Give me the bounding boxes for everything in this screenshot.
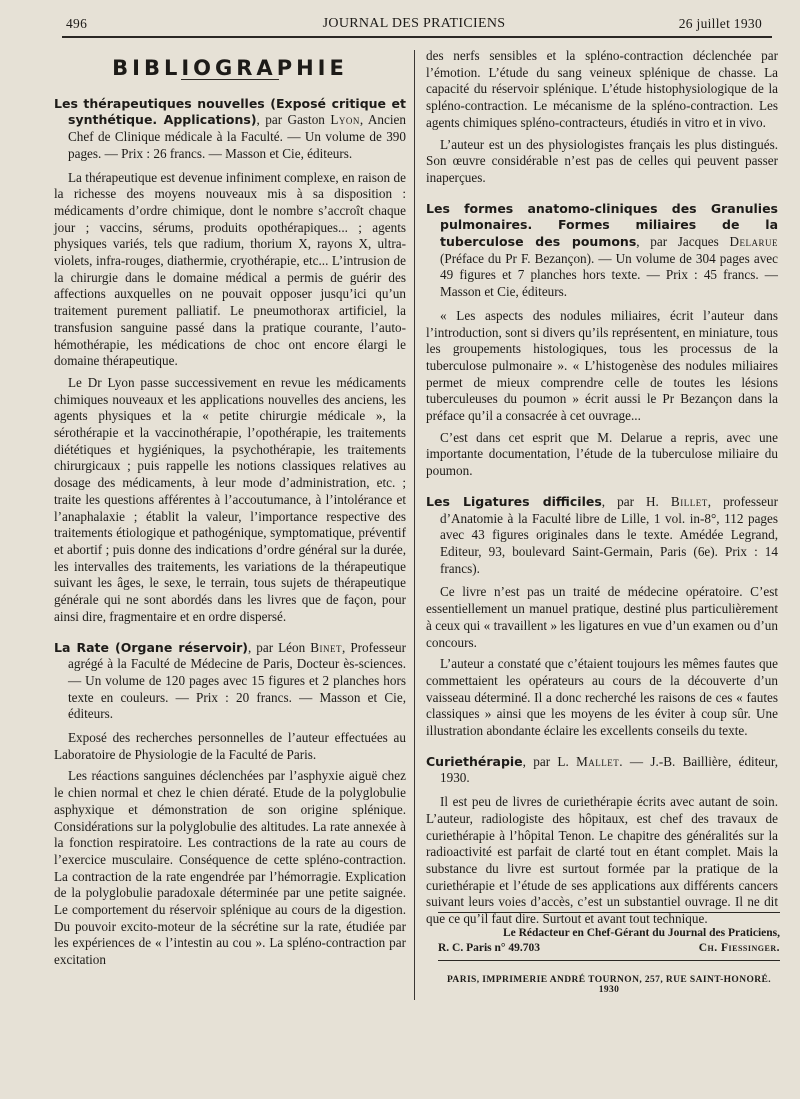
review-paragraph: C’est dans cet esprit que M. Delarue a repris, avec une importante documentation, l’étude de la tuberculose miliaire du poumon. <box>426 429 778 479</box>
column-divider <box>414 50 415 1000</box>
heading-text: , par Jacques <box>636 234 730 250</box>
review-paragraph: Les réactions sanguines déclenchées par l’asphyxie aiguë chez le chien normal et chez le chien dératé. Etude de la polyglobulie asphyxique et démonstration de son origine splénique. Considérations sur la polyglobulie des altitudes. La rate annexée à la fonction respiratoire. Les contractions de la rate au cours de l’exercice musculaire. Conséquence de cette spléno-contraction. La contraction de la rate engendrée par l’hémorragie. Explication de la polyglobulie paradoxale déterminée par une petite saignée. Le comportement du réservoir splénique au cours de la digestion. Du pouvoir excito-moteur de la sécrétine sur la rate, étudiée par les expériences de « l’intestin au cou ». La spléno-contraction par excitation <box>54 768 406 968</box>
book-title: Les Ligatures difficiles <box>426 493 602 509</box>
review-heading-ligatures <box>426 494 778 578</box>
footer-rule <box>438 960 780 961</box>
printer-imprint: PARIS, IMPRIMERIE ANDRÉ TOURNON, 257, RUE SAINT-HONORÉ. 1930 <box>446 975 772 995</box>
page-footer <box>438 912 780 995</box>
registry-number: R. C. Paris n° 49.703 <box>438 942 541 954</box>
page-number: 496 <box>66 16 88 31</box>
review-heading-therapeutiques <box>54 96 406 163</box>
book-title: Curiethérapie <box>426 753 523 769</box>
review-paragraph: Exposé des recherches personnelles de l’auteur effectuées au Laboratoire de Physiologie de la Faculté de Paris. <box>54 730 406 762</box>
editor-line: Le Rédacteur en Chef-Gérant du Journal des Praticiens, <box>502 927 780 939</box>
heading-text: (Préface du Pr F. Bezançon). — Un volume de 304 pages avec 49 figures et 7 planches hors texte. — Prix : 45 francs. — Masson et Cie, éditeurs. <box>440 250 778 300</box>
review-paragraph: Il est peu de livres de curiethérapie écrits avec autant de soin. L’auteur, radiologiste des hôpitaux, est chef des travaux de curiethérapie à l’hôpital Tenon. Le chapitre des généralités sur la radioactivité est parfait de clarté tout en étant complet. Mais la substance du livre est surtout formée par la pratique de la curiethérapie et l’étude de ses applications aux différents cancers suivant leurs voies d’accès, c’est un substantiel ouvrage. Il ne dit que ce qu’il faut dire. Surtout et avant tout technique. <box>426 794 778 927</box>
author-name: Delarue <box>729 234 778 250</box>
footer-rule <box>438 912 780 913</box>
review-paragraph: La thérapeutique est devenue infiniment complexe, en raison de la richesse des moyens nouveaux mis à sa disposition : médicaments d’ordre chimique, dont le nombre s’accroît chaque jour ; vaccins, sérums, produits opothérapiques... ; agents physiques variés, tels que radium, thorium X, rayons X, ultra-violets, infra-rouges, diathermie, cryothérapie, etc... L’intrusion de la chirurgie dans le domaine médical a permis de guérir des affections auxquelles on ne pouvait opposer jusqu’ici qu’un traitement purement palliatif. Le pneumothorax artificiel, la transfusion sanguine passé dans la pratique courante, l’auto-hémothérapie, les médications de choc ont encore élargi le domaine thérapeutique. <box>54 169 406 369</box>
journal-title: JOURNAL DES PRATICIENS <box>322 16 506 31</box>
author-name: Binet <box>310 639 343 655</box>
review-paragraph-continued: des nerfs sensibles et la spléno-contraction déclenchée par l’émotion. L’étude du sang veineux splénique de chasse. La capacité du réservoir splénique. L’étude histophysiologique de la spléno-contraction. Le mécanisme de la spléno-contraction. Les agents chimiques spléno-contracteurs, étudiés in vitro et in vivo. <box>426 48 778 130</box>
section-title: BIBLIOGRAPHIE <box>112 56 348 80</box>
book-title: Les thérapeutiques nouvelles (Exposé critique et synthétique. Applications) <box>54 95 406 128</box>
author-name: Billet <box>670 493 708 509</box>
editor-name: Ch. Fiessinger. <box>698 942 780 954</box>
review-heading-curietherapie <box>426 754 778 787</box>
review-paragraph: « Les aspects des nodules miliaires, écrit l’auteur dans l’introduction, sont si divers qu’ils représentent, en miniature, tous les groupements histologiques, tous les processus de la tuberculose pulmonaire ». « L’histogenèse des nodules miliaires permet de mieux comprendre celle de toutes les lésions tuberculeuses du poumon » écrit aussi le Pr Bezançon dans la préface qu’il a consacrée à cet ouvrage... <box>426 307 778 424</box>
page-header <box>58 14 770 36</box>
review-paragraph: Ce livre n’est pas un traité de médecine opératoire. C’est essentiellement un manuel pratique, destiné plus particulièrement à ceux qui « travaillent » les ligatures en vue d’un examen ou d’un concours. <box>426 584 778 650</box>
review-paragraph: Le Dr Lyon passe successivement en revue les médicaments chimiques nouveaux et les applications nouvelles des anciens, les agents physiques et la « petite chirurgie médicale », la sérothérapie et la vaccinothérapie, l’opothérapie, les traitements diététiques et hygiéniques, la psychothérapie, les traitements chirurgicaux ; puis rappelle les notions classiques relatives au dosage des médicaments, à leur mode d’administration, etc. ; traite les questions afférentes à l’accoutumance, à l’intolérance et l’anaphalaxie ; établit la valeur, l’importance respective des traitements étiologique et pathogénique, symptomatique, préventif et abortif ; puis donne des indications d’ordre général sur la durée, les intervalles des traitements, les variations de la thérapeutique suivant les âges, le sexe, le terrain, tous sujets de thérapeutique générale qui ne sont abordés dans les livres que de façon, pour ainsi dire, fragmentaire et en ordre dispersé. <box>54 374 406 624</box>
author-name: Lyon <box>330 112 360 128</box>
header-rule <box>62 36 772 38</box>
heading-text: , par Gaston <box>256 112 331 128</box>
heading-text: , Professeur agrégé à la Faculté de Médecine de Paris, Docteur ès-sciences. — Un volume de 120 pages avec 15 figures et 2 planches hors texte en couleurs. — Prix : 20 francs. — Masson et Cie, éditeurs. <box>68 639 406 722</box>
review-heading-granulies <box>426 201 778 301</box>
author-name: Mallet <box>576 753 620 769</box>
right-column <box>426 48 778 933</box>
heading-text: , par Léon <box>247 639 311 655</box>
issue-date: 26 juillet 1930 <box>678 16 762 31</box>
left-column <box>54 48 406 974</box>
heading-text: , Ancien Chef de Clinique médicale à la Faculté. — Un volume de 390 pages. — Prix : 26 francs. — Masson et Cie, éditeurs. <box>68 112 406 161</box>
review-heading-rate <box>54 640 406 724</box>
review-paragraph: L’auteur a constaté que c’étaient toujours les mêmes fautes que commettaient les opérateurs au cours de la découverte d’un vaisseau déterminé. Il a donc recherché les raisons de ces « fautes classiques » ainsi que les moyens de les éviter à coup sûr. Une illustration abondante éclaire les excellents conseils du texte. <box>426 656 778 739</box>
heading-text: , professeur d’Anatomie à la Faculté libre de Lille, 1 vol. in-8°, 112 pages avec 43 figures originales dans le texte. Amédée Legrand, Editeur, 93, boulevard Saint-Germain, Paris (6e). Prix : 14 francs). <box>440 493 778 576</box>
book-title: Les formes anatomo-cliniques des Granulies pulmonaires. Formes miliaires de la tuberculose des poumons <box>426 200 778 250</box>
review-paragraph: L’auteur est un des physiologistes français les plus distingués. Son œuvre considérable n’est pas de celles qui peuvent passer inaperçues. <box>426 136 778 185</box>
book-title: La Rate (Organe réservoir) <box>54 639 248 655</box>
heading-text: . — J.-B. Baillière, éditeur, 1930. <box>440 753 778 786</box>
footer-registry-row <box>438 942 780 954</box>
heading-text: , par H. <box>601 493 671 509</box>
heading-text: , par L. <box>522 753 577 769</box>
